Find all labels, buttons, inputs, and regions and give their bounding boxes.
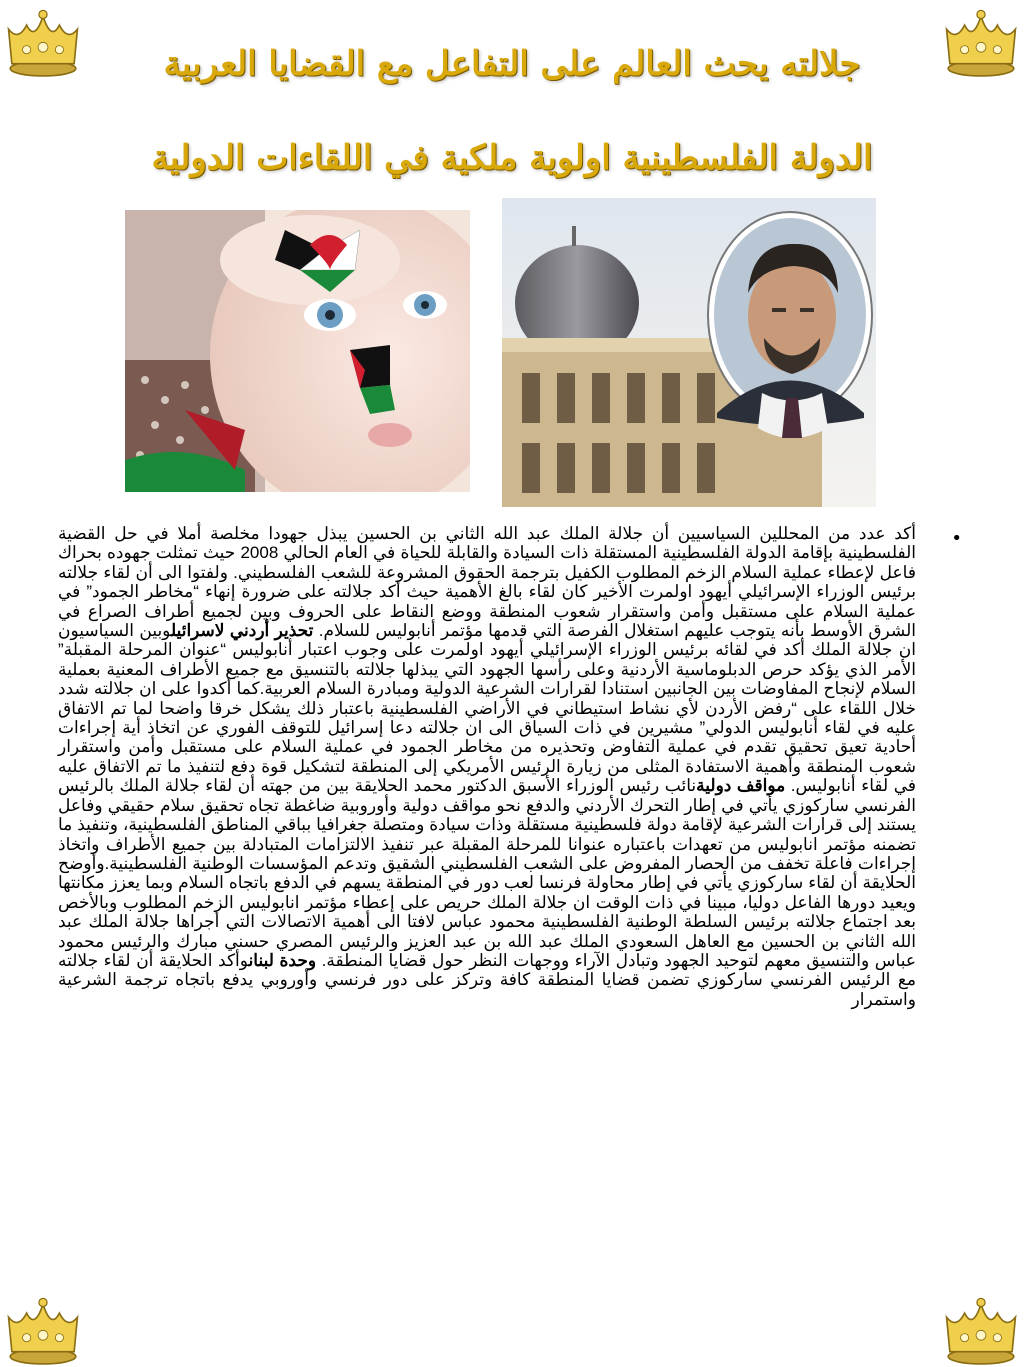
heading-jordan-warning: تحذير أردني لاسرائيل [170,621,314,641]
article [52,524,962,1294]
paragraph-1: أكد عدد من المحللين السياسيين أن جلالة الملك عبد الله الثاني بن الحسين يبذل جهودا مخلصة أملا في حل القضية الفلسطينية بإقامة الدولة الفلسطينية المستقلة ذات السيادة والقابلة للحياة في العام الحالي 2008 حيث تمثلت جهوده بحراك فاعل لإعطاء عملية السلام الزخم المطلوب الكفيل بترجمة الحقوق المشروعة للشعب الفلسطيني. ولفتوا الى أن لقاء جلالته برئيس الوزراء الإسرائيلي أيهود اولمرت الأخير كان لقاء بالغ الأهمية حيث أكد جلالته على ضرورة إنهاء “مخاطر الجمود” في عملية السلام على مستقبل وأمن واستقرار شعوب المنطقة ووضع النقاط على الحروف وبين لجميع أطراف الصراع في الشرق الأوسط بأنه يتوجب عليهم استغلال الفرصة التي قدمها مؤتمر أنابوليس للسلام. [58,524,916,641]
page-title: جلالته يحث العالم على التفاعل مع القضايا العربية [163,44,861,84]
crown-icon-bottom-right [940,1292,1022,1367]
paragraph-2: وبين السياسيون ان جلالة الملك أكد في لقائه برئيس الوزراء الإسرائيلي أيهود اولمرت على وجوب اعتبار أنابوليس “عنوان المرحلة المقبلة” الأمر الذي يؤكد حرص الدبلوماسية الأردنية وعلى رأسها الجهود التي يبذلها جلالته بالتنسيق مع جميع الأطراف المعنية بعملية السلام لإنجاح المفاوضات بين الجانبين استنادا لقرارات الشرعية الدولية ومبادرة السلام العربية.كما أكدوا على ان جلالته شدد خلال اللقاء على “رفض الأردن لأي نشاط استيطاني في الأراضي الفلسطينية باعتبار ذلك يشكل خرقا واضحا لما تم الاتفاق عليه في لقاء أنابوليس الدولي” مشيرين في ذات السياق الى ان جلالته دعا إسرائيل للتوقف الفوري عن اتخاذ أية إجراءات أحادية تعيق تحقيق تقدم في عملية التفاوض وتحذيره من مخاطر الجمود في عملية السلام على مستقبل وأمن واستقرار شعوب المنطقة وأهمية الاستفادة المثلى من زيارة الرئيس الأمريكي إلى المنطقة لتشكيل قوة دفع لتنفيذ ما تم الاتفاق عليه في لقاء أنابوليس. [58,621,916,796]
paragraph-4: وأكد الحلايقة أن لقاء جلالته مع الرئيس الفرنسي ساركوزي تضمن قضايا المنطقة كافة وتركز على دور فرنسي وأوروبي يدفع باتجاه ترجمة الشرعية واستمرار [58,950,916,1009]
article-body [58,524,916,1009]
paragraph-3: نائب رئيس الوزراء الأسبق الدكتور محمد الحلايقة بين من جهته أن لقاء جلالة الملك بالرئيس الفرنسي ساركوزي يأتي في إطار التحرك الأردني والدفع نحو مواقف دولية وأوروبية ضاغطة تجاه تحقيق سلام حقيقي وفاعل يستند إلى قرارات الشرعية لإقامة دولة فلسطينية مستقلة وذات سيادة ومتصلة جغرافيا بباقي المناطق الفلسطينية، وتنفيذ ما تضمنه مؤتمر انابوليس من تعهدات باعتباره عنوانا للمرحلة المقبلة عبر تنفيذ الالتزامات المتبادلة بين جميع الأطراف واتخاذ إجراءات فاعلة تخفف من الحصار المفروض على الشعب الفلسطيني الشقيق وتدعم المؤسسات الوطنية الفلسطينية.وأوضح الحلايقة أن لقاء ساركوزي يأتي في إطار محاولة فرنسا لعب دور في المنطقة يسهم في الدفع باتجاه السلام وبما يعزز مكانتها ويعيد دورها الفاعل دوليا، مبينا في ذات الوقت ان جلالة الملك حريص على إعطاء مؤتمر انابوليس الزخم المطلوب وبالأخص بعد اجتماع جلالته برئيس السلطة الوطنية الفلسطينية محمود عباس لافتا الى أهمية الاتصالات التي أجراها جلالة الملك عبد الله الثاني بن الحسين مع العاهل السعودي الملك عبد الله بن عبد العزيز والرئيس المصري حسني مبارك والرئيس محمود عباس والتنسيق معهم لتوحيد الجهود وتبادل الآراء ووجهات النظر حول قضايا المنطقة. [58,776,916,970]
child-flag-photo [125,210,470,492]
page-subtitle: الدولة الفلسطينية اولوية ملكية في اللقاءات الدولية [151,138,873,178]
heading-lebanon-unity: وحدة لبنان [248,950,317,970]
bullet-icon: • [951,528,962,549]
heading-international-positions: مواقف دولية [696,776,786,796]
mosque-king-photo [502,198,876,507]
crown-icon-bottom-left [2,1292,84,1367]
